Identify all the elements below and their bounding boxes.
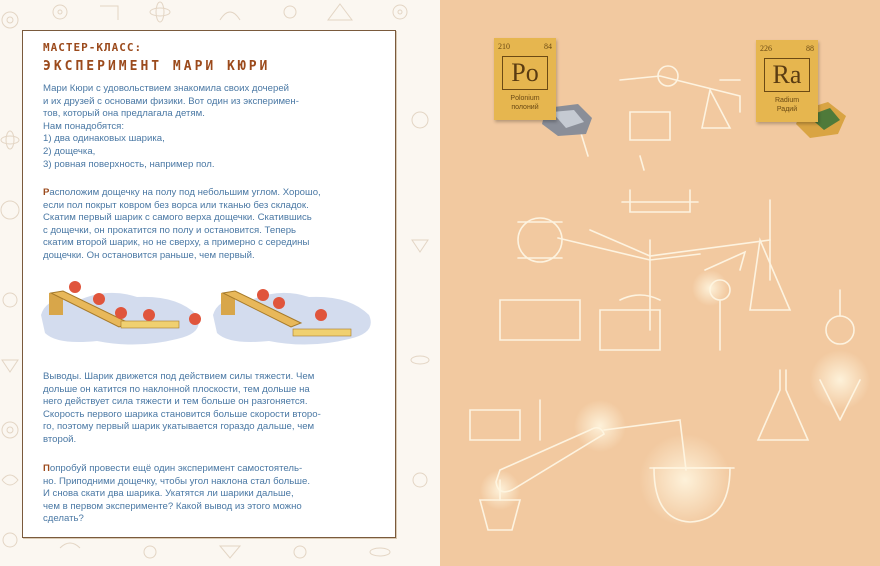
element-symbol: Ra — [764, 58, 810, 92]
element-card-polonium — [494, 38, 556, 120]
conclusion-line: него действует сила тяжести и тем больше он разгоняется. — [43, 396, 308, 408]
ruler — [293, 329, 351, 336]
experiment-line: скатим второй шарик, но не сверху, а примерно с середины — [43, 237, 310, 249]
ball — [273, 297, 285, 309]
try-line: сделать? — [43, 513, 84, 525]
intro-line: Мари Кюри с удовольствием знакомила своих дочерей — [43, 83, 290, 94]
intro-line: тов, который она предлагала детям. — [43, 108, 205, 120]
intro-paragraph — [43, 83, 378, 171]
try-line: опробуй провести ещё один эксперимент самостоятель- — [49, 463, 303, 474]
intro-line: и их друзей с основами физики. Вот один из эксперимен- — [43, 95, 299, 107]
ball — [115, 307, 127, 319]
try-line: чем в первом эксперименте? Какой вывод из этого можно — [43, 500, 302, 512]
atomic-mass: 210 — [498, 42, 510, 51]
element-name: Радий — [776, 106, 798, 113]
materials-list — [43, 133, 378, 171]
atomic-mass: 226 — [760, 44, 772, 53]
element-latin-name: Radium — [774, 97, 800, 104]
ruler — [121, 321, 179, 328]
experiment-line: дощечки. Он остановится раньше, чем первый. — [43, 249, 255, 261]
try-dropcap: П — [43, 463, 50, 474]
ball — [93, 293, 105, 305]
conclusion-line: дольше он катится по наклонной плоскости, тем дольше на — [43, 383, 310, 395]
experiment-line: с дощечки, он прокатится по полу и остановится. Теперь — [43, 224, 297, 236]
experiment-line: асположим дощечку на полу под небольшим углом. Хорошо, — [49, 187, 321, 198]
element-name: полоний — [511, 104, 539, 111]
atomic-number: 84 — [544, 42, 552, 51]
materials-item: 2) дощечка, — [43, 145, 96, 157]
conclusion-line: Скорость первого шарика становится больше скорости второ- — [43, 408, 321, 420]
ball — [189, 313, 201, 325]
ball — [143, 309, 155, 321]
ramp-illustration-top — [37, 275, 207, 351]
ball — [69, 281, 81, 293]
master-class-card — [22, 30, 396, 538]
conclusion-line: второй. — [43, 433, 77, 445]
materials-item: 3) ровная поверхность, например пол. — [43, 158, 215, 170]
atomic-number: 88 — [806, 44, 814, 53]
materials-item: 1) два одинаковых шарика, — [43, 133, 165, 145]
right-page — [440, 0, 880, 566]
ball — [315, 309, 327, 321]
intro-line: Нам понадобятся: — [43, 120, 125, 132]
ball — [257, 289, 269, 301]
experiment-line: если пол покрыт ковром без ворса или тканью без складок. — [43, 199, 309, 211]
conclusion-line: го, поэтому первый шарик укатывается гораздо дальше, чем — [43, 421, 315, 433]
experiment-dropcap: Р — [43, 187, 50, 198]
conclusion-paragraph — [43, 371, 378, 447]
try-paragraph — [43, 463, 378, 526]
ramp-illustration-middle — [209, 275, 379, 351]
section-kicker: МАСТЕР-КЛАСС: — [43, 41, 143, 54]
element-symbol: Po — [502, 56, 548, 90]
try-line: но. Приподними дощечку, чтобы угол наклона стал больше. — [43, 475, 310, 487]
experiment-paragraph — [43, 187, 378, 263]
element-latin-name: Polonium — [510, 95, 540, 102]
page-title: ЭКСПЕРИМЕНТ МАРИ КЮРИ — [43, 59, 271, 74]
conclusion-line: Выводы. Шарик движется под действием силы тяжести. Чем — [43, 371, 315, 382]
try-line: И снова скати два шарика. Укатятся ли шарики дальше, — [43, 488, 294, 500]
element-card-radium — [756, 40, 818, 122]
experiment-line: Скатим первый шарик с самого верха дощечки. Скатившись — [43, 212, 312, 224]
